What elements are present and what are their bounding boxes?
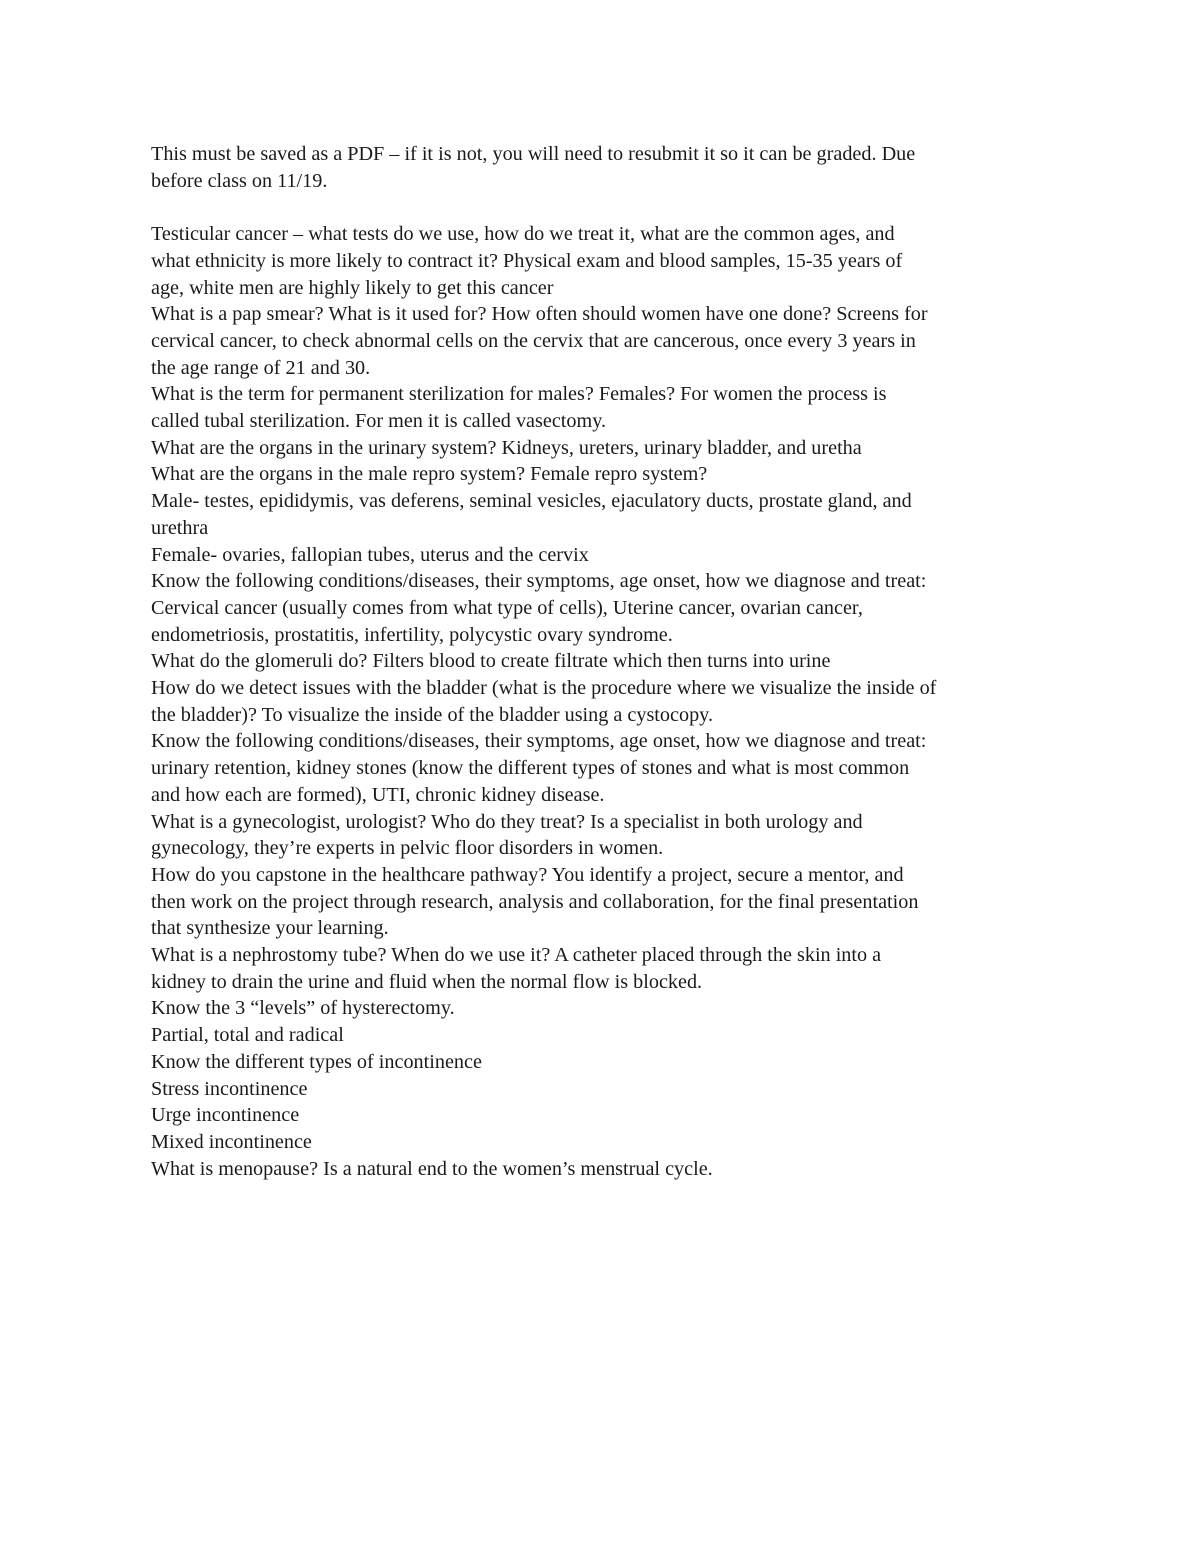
nephrostomy-paragraph: What is a nephrostomy tube? When do we use it? A catheter placed through the skin into a kidney to drain the urine and fluid when the normal flow is blocked. (151, 944, 882, 993)
gynecologist-paragraph: What is a gynecologist, urologist? Who do they treat? Is a specialist in both urology and gynecology, they’re experts in pelvic floor disorders in women. (151, 810, 863, 860)
mixed-incontinence-line: Mixed incontinence (151, 1131, 312, 1153)
testicular-cancer-paragraph: Testicular cancer – what tests do we use, how do we treat it, what are the common ages, and what ethnicity is more likely to contract it? Physical exam and blood samples, 15-35 years of age, white men are highly likely to get this cancer (151, 223, 903, 299)
incontinence-question-line: Know the different types of incontinence (151, 1050, 482, 1073)
glomeruli-line: What do the glomeruli do? Filters blood to create filtrate which then turns into urine (151, 650, 831, 673)
sterilization-paragraph: What is the term for permanent sterilization for males? Females? For women the process is called tubal sterilization. For men it is called vasectomy. (151, 383, 887, 433)
stress-incontinence-line: Stress incontinence (151, 1077, 308, 1100)
repro-system-question-line: What are the organs in the male repro system? Female repro system? (151, 463, 708, 486)
bladder-paragraph: How do we detect issues with the bladder (what is the procedure where we visualize the inside of the bladder)? To visualize the inside of the bladder using a cystocopy. (151, 677, 937, 726)
document-body (151, 141, 1056, 1182)
capstone-paragraph: How do you capstone in the healthcare pathway? You identify a project, secure a mentor, and then work on the project through research, analysis and collaboration, for the final presentation that synthesize your learning. (151, 863, 919, 940)
female-repro-line: Female- ovaries, fallopian tubes, uterus and the cervix (151, 543, 589, 566)
conditions-repro-paragraph: Know the following conditions/diseases, their symptoms, age onset, how we diagnose and treat: Cervical cancer (usually comes from what type of cells), Uterine cancer, ovarian cancer, endometriosis, prostatitis, infertility, polycystic ovary syndrome. (151, 570, 927, 646)
conditions-urinary-paragraph: Know the following conditions/diseases, their symptoms, age onset, how we diagnose and treat: urinary retention, kidney stones (know the different types of stones and what is most common and how each are formed), UTI, chronic kidney disease. (151, 730, 927, 806)
male-repro-paragraph: Male- testes, epididymis, vas deferens, seminal vesicles, ejaculatory ducts, prostate gland, and urethra (151, 490, 912, 539)
menopause-line: What is menopause? Is a natural end to the women’s menstrual cycle. (151, 1157, 713, 1180)
hysterectomy-answer-line: Partial, total and radical (151, 1024, 344, 1047)
urinary-organs-line: What are the organs in the urinary system? Kidneys, ureters, urinary bladder, and uretha (151, 436, 862, 459)
pap-smear-paragraph: What is a pap smear? What is it used for? How often should women have one done? Screens for cervical cancer, to check abnormal cells on the cervix that are cancerous, once every 3 years in the age range of 21 and 30. (151, 303, 928, 379)
intro-paragraph: This must be saved as a PDF – if it is not, you will need to resubmit it so it can be graded. Due before class on 11/19. (151, 143, 916, 192)
urge-incontinence-line: Urge incontinence (151, 1104, 300, 1127)
hysterectomy-question-line: Know the 3 “levels” of hysterectomy. (151, 997, 455, 1020)
